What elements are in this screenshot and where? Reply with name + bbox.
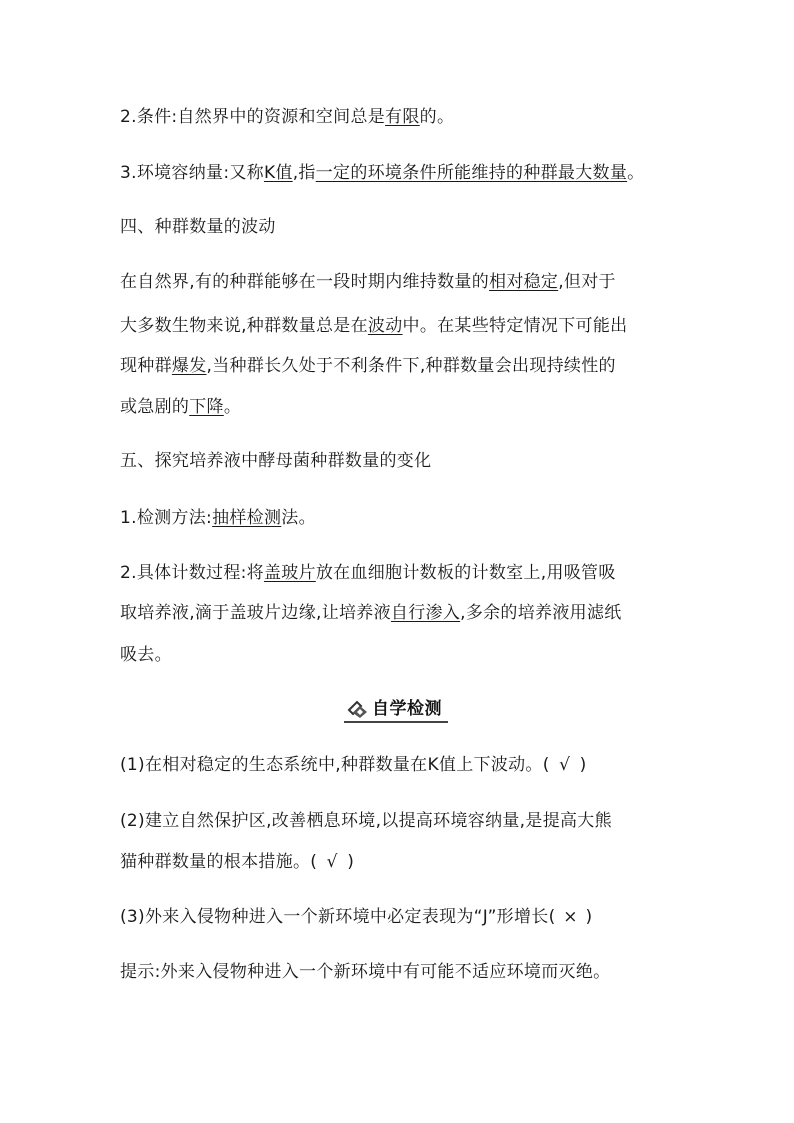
text: 。 <box>223 397 242 417</box>
text: 大多数生物来说,种群数量总是在 <box>120 316 368 336</box>
answer-blank: 相对稳定 <box>489 272 559 292</box>
procedure-line <box>120 561 616 585</box>
paragraph-line <box>120 270 616 294</box>
question-text: (3)外来入侵物种进入一个新环境中必定表现为“J”形增长( <box>120 907 556 927</box>
answer-blank: 波动 <box>367 316 403 336</box>
carrying-capacity-line <box>120 161 644 185</box>
text: ,多余的培养液用滤纸 <box>460 603 622 623</box>
check-mark: √ <box>326 852 338 872</box>
answer-blank: 下降 <box>189 397 224 417</box>
text: ,指 <box>292 163 316 183</box>
procedure-line <box>120 601 622 625</box>
check-mark: √ <box>559 755 571 775</box>
text: 中。在某些特定情况下可能出 <box>402 316 628 336</box>
text: 取培养液,滴于盖玻片边缘,让培养液 <box>120 603 391 623</box>
text: ) <box>579 755 587 775</box>
text: 3.环境容纳量:又称 <box>120 163 264 183</box>
answer-blank: K值 <box>263 163 293 183</box>
question-text: 猫种群数量的根本措施。( <box>120 852 318 872</box>
answer-blank: 有限 <box>385 107 420 127</box>
text: ,但对于 <box>558 272 616 292</box>
question-text: (1)在相对稳定的生态系统中,种群数量在K值上下波动。( <box>120 755 550 775</box>
text: 放在血细胞计数板的计数室上,用吸管吸 <box>315 563 616 583</box>
text: 法。 <box>281 508 316 528</box>
text: 或急剧的 <box>120 397 190 417</box>
method-line <box>120 506 316 530</box>
badge-label: 自学检测 <box>372 699 442 719</box>
self-check-badge <box>344 697 448 723</box>
answer-blank: 自行渗入 <box>390 603 461 623</box>
badge-underline <box>344 721 448 723</box>
hint-line: 提示:外来入侵物种进入一个新环境中有可能不适应环境而灭绝。 <box>120 962 611 982</box>
procedure-line: 吸去。 <box>120 645 172 665</box>
section-heading-5: 五、探究培养液中酵母菌种群数量的变化 <box>120 451 432 471</box>
answer-blank: 爆发 <box>171 356 207 376</box>
text: 在自然界,有的种群能够在一段时期内维持数量的 <box>120 272 490 292</box>
section-heading-4: 四、种群数量的波动 <box>120 217 276 237</box>
quiz-item: (2)建立自然保护区,改善栖息环境,以提高环境容纳量,是提高大熊 <box>120 811 612 831</box>
text: 1.检测方法: <box>120 508 213 528</box>
paragraph-line <box>120 314 627 338</box>
quiz-item <box>120 753 587 777</box>
pencil-diamond-icon <box>346 699 370 719</box>
cross-mark: × <box>563 907 578 927</box>
text: 的。 <box>419 107 455 127</box>
text: ) <box>585 907 593 927</box>
text: 现种群 <box>120 356 172 376</box>
quiz-item <box>120 905 592 929</box>
text: ,当种群长久处于不利条件下,种群数量会出现持续性的 <box>206 356 616 376</box>
quiz-item <box>120 850 354 874</box>
answer-blank: 一定的环境条件所能维持的种群最大数量 <box>315 163 628 183</box>
answer-blank: 抽样检测 <box>212 508 282 528</box>
answer-blank: 盖玻片 <box>263 563 316 583</box>
text: ) <box>347 852 355 872</box>
text: 2.具体计数过程:将 <box>120 563 264 583</box>
condition-line <box>120 105 454 129</box>
text: 。 <box>627 163 645 183</box>
text: 2.条件:自然界中的资源和空间总是 <box>120 107 386 127</box>
paragraph-line <box>120 354 616 378</box>
paragraph-line <box>120 395 241 419</box>
